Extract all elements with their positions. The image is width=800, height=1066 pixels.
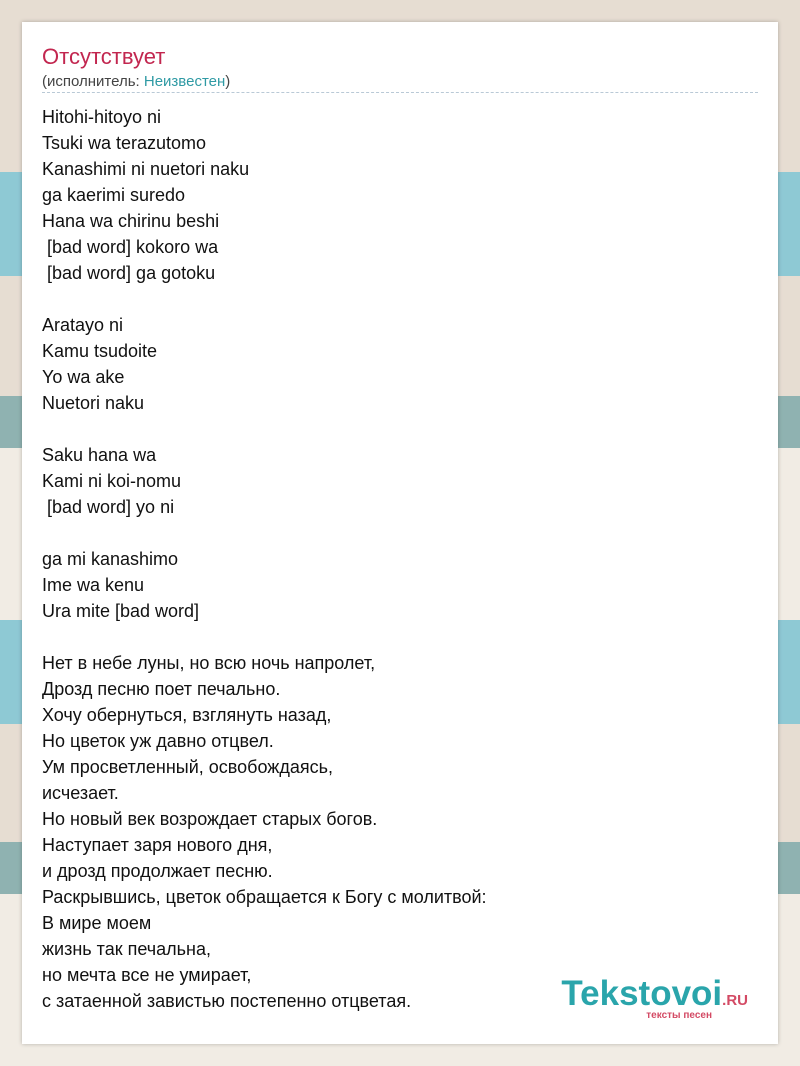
lyrics-card	[22, 22, 778, 1044]
song-title: Отсутствует	[42, 44, 166, 69]
logo-tagline: тексты песен	[646, 1010, 712, 1021]
logo-tld: .RU	[722, 992, 748, 1009]
logo-main-text: Tekstovoi	[561, 974, 723, 1013]
site-logo[interactable]	[538, 976, 748, 1024]
lyrics-text: Hitohi-hitoyo ni Tsuki wa terazutomo Kanashimi ni nuetori naku ga kaerimi suredo Hana wa chirinu beshi [bad word] kokoro wa [bad word] ga gotoku Aratayo ni Kamu tsudoite Yo wa ake Nuetori naku Saku hana wa Kami ni koi-nomu [bad word] yo ni ga mi kanashimo Ime wa kenu Ura mite [bad word] Нет в небе луны, но всю ночь напролет, Дрозд песню поет печально. Хочу обернуться, взглянуть назад, Но цветок уж давно отцвел. Ум просветленный, освобождаясь, исчезает. Но новый век возрождает старых богов. Наступает заря нового дня, и дрозд продолжает песню. Раскрывшись, цветок обращается к Богу с молитвой: В мире моем жизнь так печальна, но мечта все не умирает, с затаенной завистью постепенно отцветая.	[42, 107, 487, 1011]
artist-suffix: )	[225, 73, 231, 90]
artist-link[interactable]: Неизвестен	[143, 73, 226, 90]
dashed-divider	[42, 92, 758, 93]
artist-prefix: (исполнитель:	[42, 73, 144, 90]
artist-line	[42, 73, 230, 90]
